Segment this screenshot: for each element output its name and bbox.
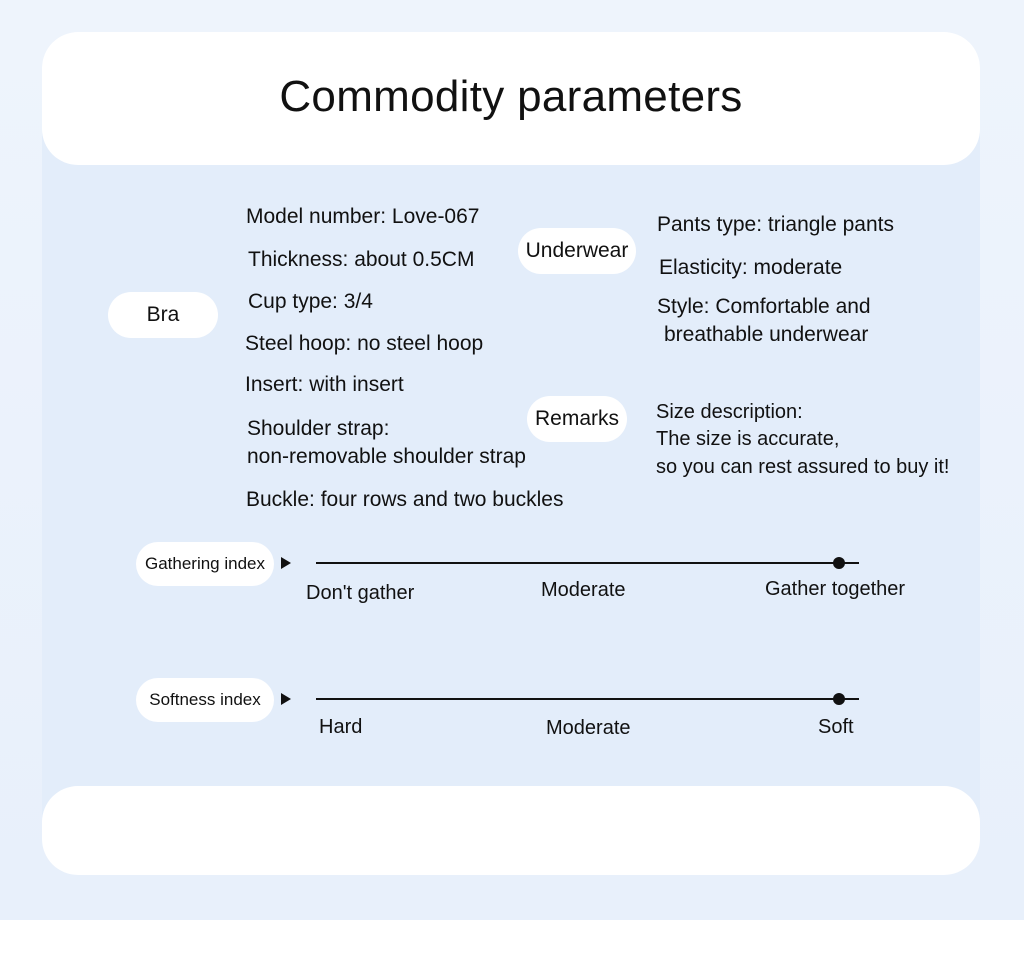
underwear-pants-type: Pants type: triangle pants <box>657 213 894 236</box>
softness-tick-mid: Moderate <box>546 717 631 739</box>
softness-index-label: Softness index <box>136 678 274 722</box>
gathering-arrow-icon <box>281 557 291 569</box>
bra-thickness: Thickness: about 0.5CM <box>248 248 475 271</box>
softness-tick-low: Hard <box>319 716 363 738</box>
underwear-style: Style: Comfortable and <box>657 295 871 318</box>
bra-cup-type: Cup type: 3/4 <box>248 290 373 313</box>
gathering-tick-high: Gather together <box>765 578 906 600</box>
remarks-size-description: Size description: <box>656 401 803 423</box>
softness-scale-track <box>316 698 859 700</box>
gathering-scale-track <box>316 562 859 564</box>
bra-shoulder-strap: Shoulder strap: <box>247 417 390 440</box>
bra-label: Bra <box>108 292 218 338</box>
underwear-style-cont: breathable underwear <box>664 323 869 346</box>
gathering-tick-low: Don't gather <box>306 582 415 604</box>
underwear-label: Underwear <box>518 228 636 274</box>
gathering-scale-marker <box>833 557 845 569</box>
remarks-size-accurate: The size is accurate, <box>656 428 840 450</box>
underwear-elasticity: Elasticity: moderate <box>659 256 843 279</box>
remarks-label: Remarks <box>527 396 627 442</box>
bra-buckle: Buckle: four rows and two buckles <box>246 488 564 511</box>
bra-shoulder-strap-value: non-removable shoulder strap <box>247 445 526 468</box>
remarks-rest-assured: so you can rest assured to buy it! <box>656 456 950 478</box>
softness-tick-high: Soft <box>818 716 854 738</box>
gathering-tick-mid: Moderate <box>541 579 626 601</box>
footer-card <box>42 786 980 875</box>
gathering-index-label: Gathering index <box>136 542 274 586</box>
bra-insert: Insert: with insert <box>245 373 404 396</box>
bra-steel-hoop: Steel hoop: no steel hoop <box>245 332 484 355</box>
bra-model-number: Model number: Love-067 <box>246 205 480 228</box>
page-title: Commodity parameters <box>279 72 743 121</box>
softness-scale-marker <box>833 693 845 705</box>
softness-arrow-icon <box>281 693 291 705</box>
